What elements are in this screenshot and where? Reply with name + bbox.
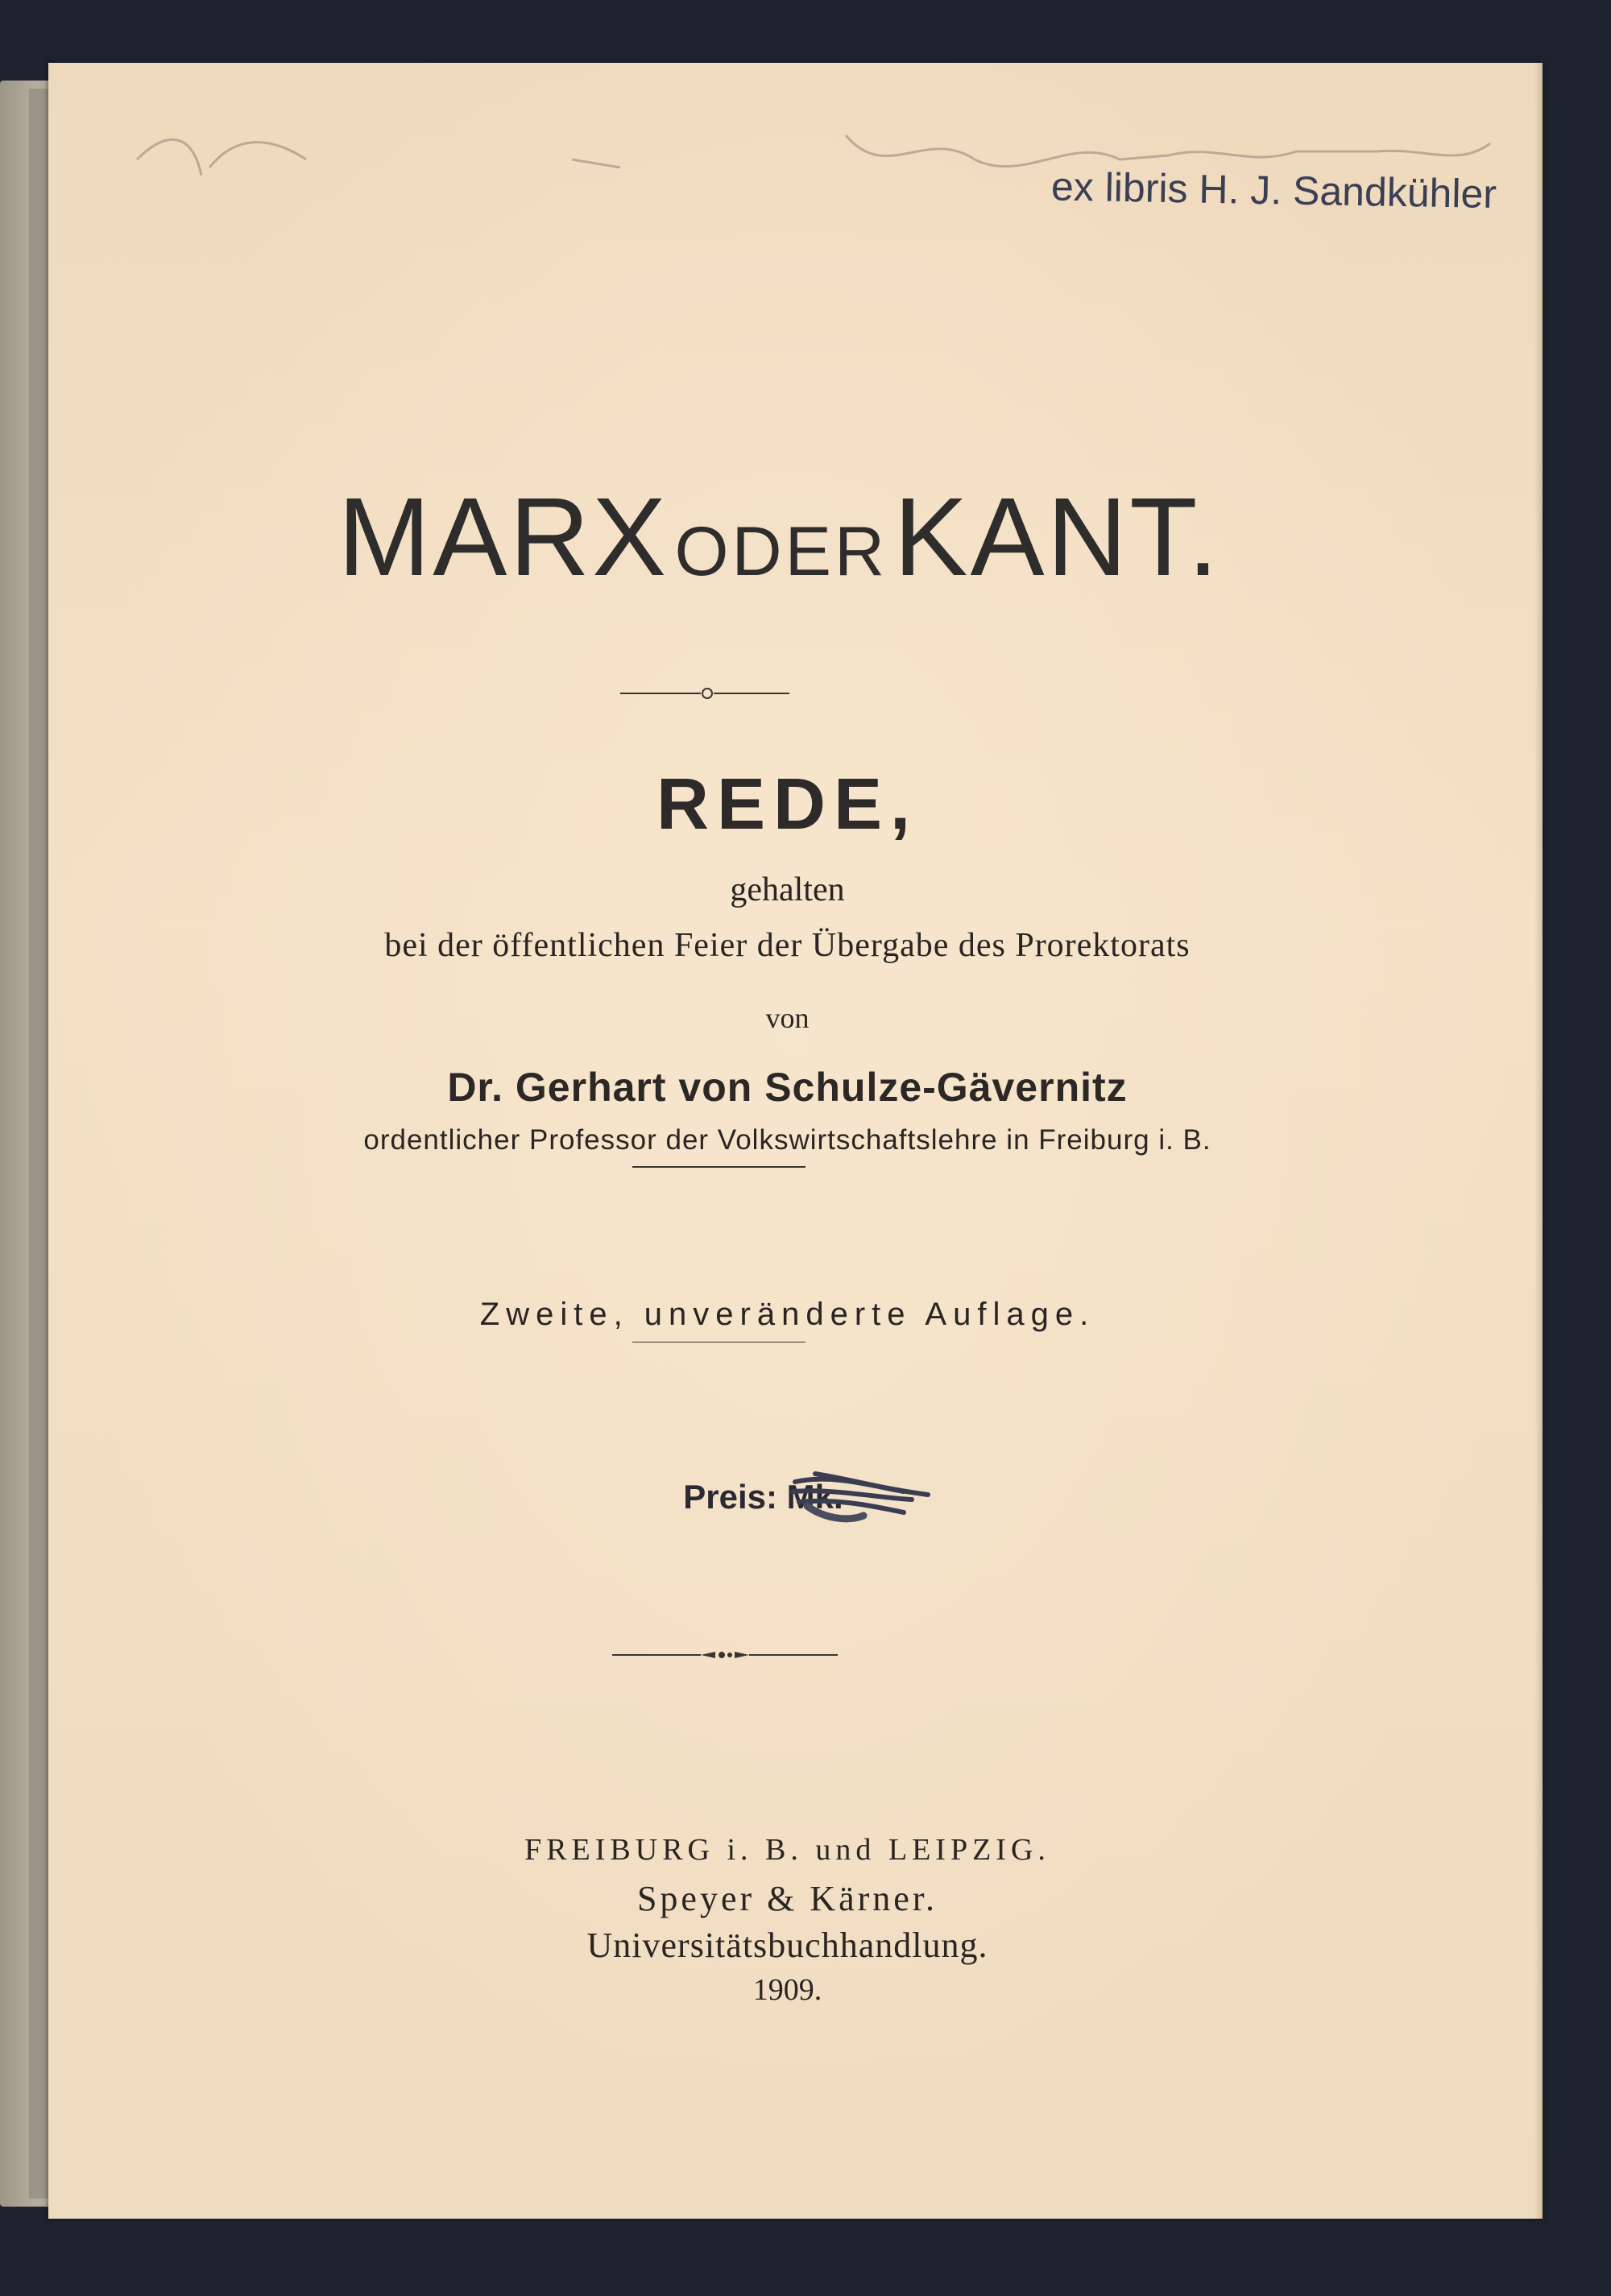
imprint-place: FREIBURG i. B. und LEIPZIG. <box>524 1833 1050 1867</box>
title-oder: ODER <box>674 513 888 590</box>
title-page-sheet <box>48 63 1543 2219</box>
genre-heading: REDE, <box>656 764 919 845</box>
imprint-year: 1909. <box>752 1973 822 2007</box>
title-divider-ornament <box>620 683 806 704</box>
imprint-bookshop: Universitätsbuchhandlung. <box>586 1926 988 1965</box>
author-position: ordentlicher Professor der Volkswirtschaftslehre in Freiburg i. B. <box>363 1124 1211 1156</box>
author-name: Dr. Gerhart von Schulze-Gävernitz <box>447 1065 1128 1110</box>
ex-libris-stamp: ex libris H. J. Sandkühler <box>1050 163 1497 217</box>
title-kant: KANT. <box>893 475 1221 599</box>
edition-statement: Zweite, unveränderte Auflage. <box>479 1297 1095 1332</box>
occasion-line-1: gehalten <box>730 871 845 908</box>
crossed-out-price <box>783 1442 944 1530</box>
imprint-publisher: Speyer & Kärner. <box>636 1879 938 1918</box>
occasion-line-3: von <box>765 1002 810 1034</box>
divider-rule <box>632 1166 806 1168</box>
section-divider-ornament <box>612 1643 838 1667</box>
page-edge <box>1534 63 1543 2219</box>
title-marx: MARX <box>338 475 669 599</box>
book-title <box>32 474 1526 602</box>
occasion-line-2: bei der öffentlichen Feier der Übergabe des Prorektorats <box>384 927 1191 964</box>
price-label: Preis: Mk. <box>683 1478 843 1516</box>
